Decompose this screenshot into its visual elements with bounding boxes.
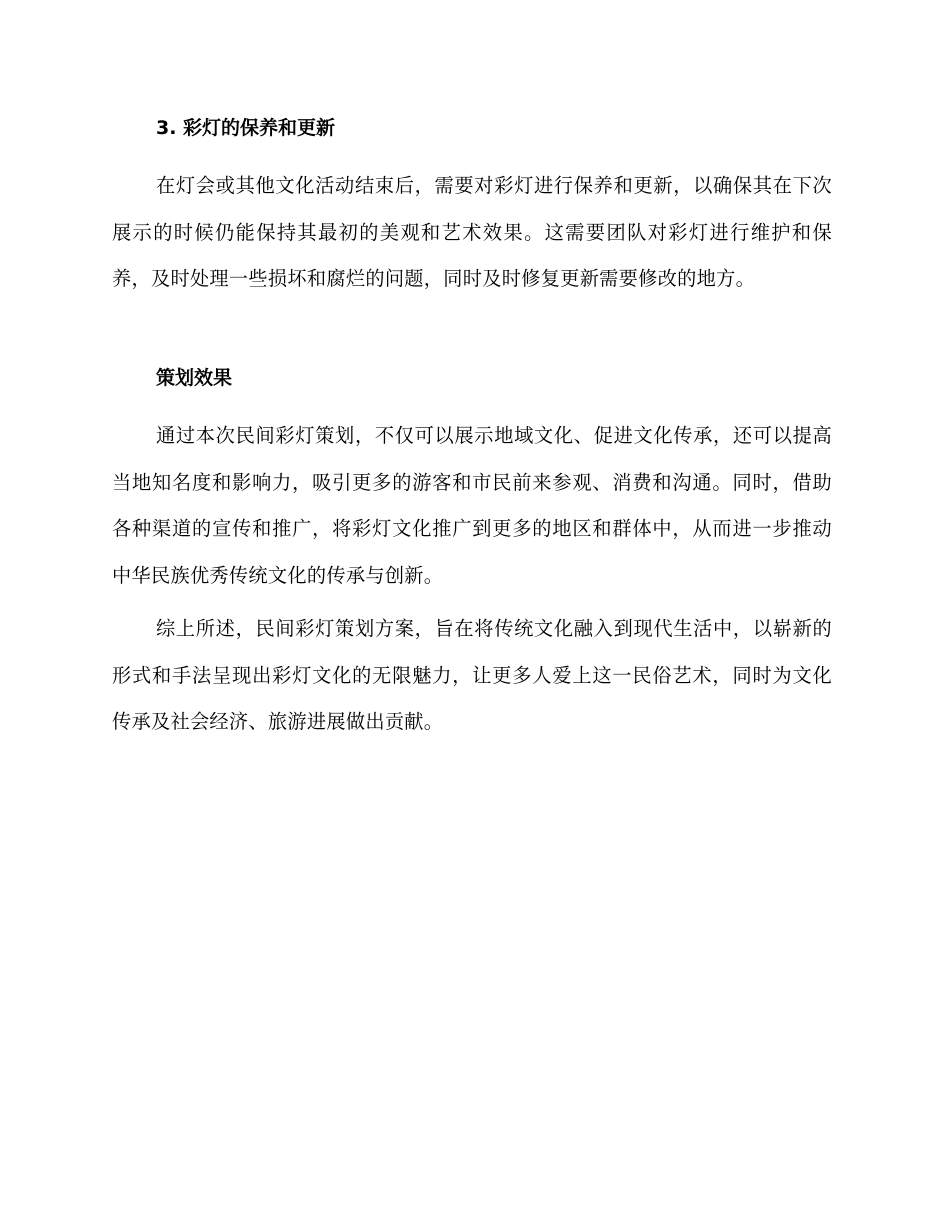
section-heading-effect: 策划效果 [156, 367, 233, 389]
paragraph-effect-1: 通过本次民间彩灯策划，不仅可以展示地域文化、促进文化传承，还可以提高当地知名度和影响力，吸引更多的游客和市民前来参观、消费和沟通。同时，借助各种渠道的宣传和推广，将彩灯文化推广到更多的地区和群体中，从而进一步推动中华民族优秀传统文化的传承与创新。 [112, 424, 832, 587]
section-heading-maintenance: 3. 彩灯的保养和更新 [156, 117, 336, 139]
paragraph-effect-2: 综上所述，民间彩灯策划方案，旨在将传统文化融入到现代生活中，以崭新的形式和手法呈现出彩灯文化的无限魅力，让更多人爱上这一民俗艺术，同时为文化传承及社会经济、旅游进展做出贡献。 [112, 617, 832, 733]
paragraph-maintenance: 在灯会或其他文化活动结束后，需要对彩灯进行保养和更新，以确保其在下次展示的时候仍能保持其最初的美观和艺术效果。这需要团队对彩灯进行维护和保养，及时处理一些损坏和腐烂的问题，同时及时修复更新需要修改的地方。 [112, 174, 832, 290]
